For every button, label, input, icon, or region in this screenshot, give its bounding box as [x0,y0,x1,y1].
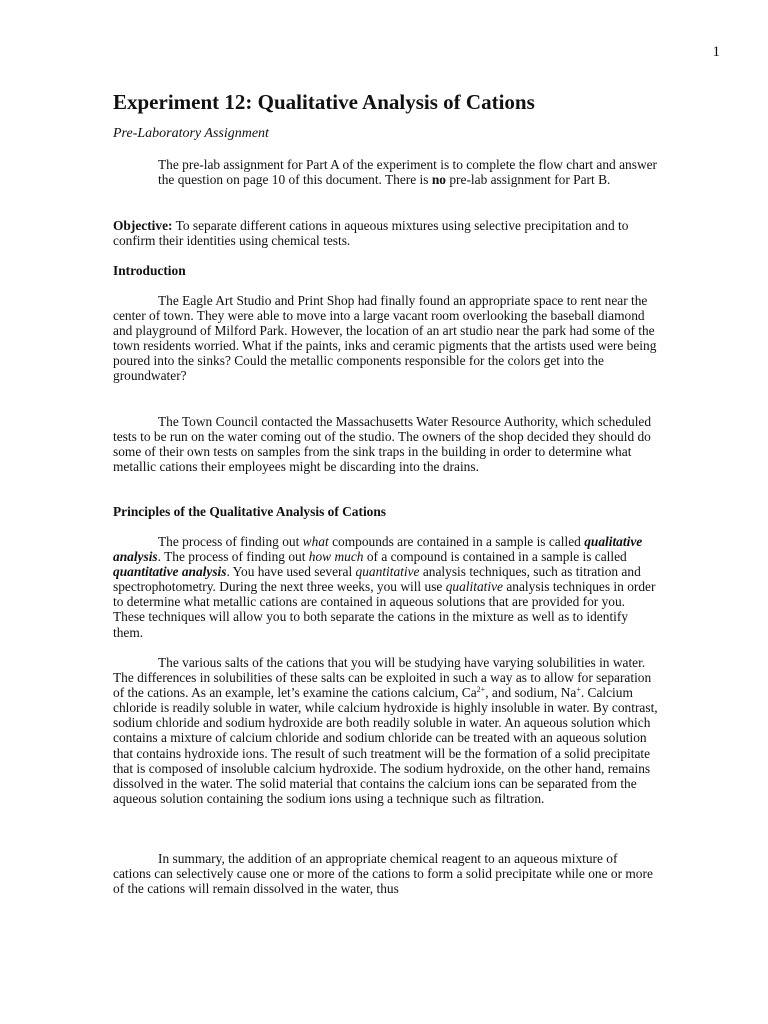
term-qualitative-analysis: qualitative analysis [113,534,643,565]
p1-text: of a compound is contained in a sample is called [363,549,627,565]
page-number: 1 [712,44,720,60]
p1-emphasis-how-much: how much [308,549,364,565]
p2-text: . Calcium chloride is readily soluble in water, while calcium hydroxide is highly insoluble in water. By contrast, sodium chloride and sodium hydroxide are both readily soluble in water. An aqueous solution which contains a mixture of calcium chloride and sodium chloride can be treated with an aqueous solution that contains hydroxide ions. The result of such treatment will be the formation of a solid precipitate that is composed of insoluble calcium hydroxide. The sodium hydroxide, on the other hand, remains dissolved in the water. The solid material that contains the calcium ions can be separated from the aqueous solution containing the sodium ions using a technique such as filtration. [113,685,658,806]
p1-emphasis-what: what [302,534,329,549]
page-subtitle: Pre-Laboratory Assignment [113,126,269,141]
sodium-charge-superscript: + [576,685,581,695]
p2-text: , and sodium, Na [485,685,577,701]
introduction-paragraph-1: The Eagle Art Studio and Print Shop had finally found an appropriate space to rent near the center of town. They were able to move into a large vacant room overlooking the baseball diamond and playground of Milford Park. However, the location of an art studio near the park had some of the town residents worried. What if the paints, inks and ceramic pigments that the artists used were being poured into the sinks? Could the metallic components responsible for the colors get into the groundwater? [113,293,657,384]
p1-text: analysis techniques, such as titration and spectrophotometry. During the next three weeks, you will use [113,564,641,595]
p2-text: The various salts of the cations that you will be studying have varying solubilities in water. The differences in solubilities of these salts can be exploited in such a way as to allow for separation of the cations. As an example, let’s examine the cations calcium, Ca [113,655,652,701]
p1-text: . You have used several [226,564,356,580]
principles-heading: Principles of the Qualitative Analysis of Cations [113,504,387,519]
p1-text: compounds are contained in a sample is called [328,534,585,549]
calcium-charge-superscript: 2+ [476,685,486,695]
prelab-emphasis-no: no [431,172,446,188]
principles-paragraph-2 [113,655,658,806]
objective-paragraph [113,218,658,248]
p1-emphasis-quantitative: quantitative [355,564,420,580]
term-quantitative-analysis: quantitative analysis [113,564,227,580]
prelab-paragraph [158,157,658,187]
introduction-heading: Introduction [113,263,186,278]
prelab-text-1: The pre-lab assignment for Part A of the experiment is to complete the flow chart and answer the question on page 10 of this document. There is [158,157,658,188]
p1-text: . The process of finding out [157,549,309,565]
p1-text: analysis techniques in order to determine what metallic cations are contained in aqueous solutions that are provided for you. These techniques will allow you to both separate the cations in the mixture as well as to identify them. [113,579,656,640]
objective-text: To separate different cations in aqueous mixtures using selective precipitation and to confirm their identities using chemical tests. [113,218,629,249]
principles-paragraph-1 [113,534,658,640]
p1-emphasis-qualitative: qualitative [445,579,503,595]
introduction-paragraph-2: The Town Council contacted the Massachusetts Water Resource Authority, which scheduled tests to be run on the water coming out of the studio. The owners of the shop decided they should do some of their own tests on samples from the sink traps in the building in order to determine what metallic cations their employees might be discarding into the drains. [113,414,652,475]
prelab-text-2: pre-lab assignment for Part B. [446,172,611,188]
objective-label: Objective: [113,218,173,233]
page-title: Experiment 12: Qualitative Analysis of Cations [113,90,535,114]
p1-text: The process of finding out [158,534,303,549]
principles-paragraph-3: In summary, the addition of an appropriate chemical reagent to an aqueous mixture of cations can selectively cause one or more of the cations to form a solid precipitate while one or more of the cations will remain dissolved in the water, thus [113,851,653,897]
